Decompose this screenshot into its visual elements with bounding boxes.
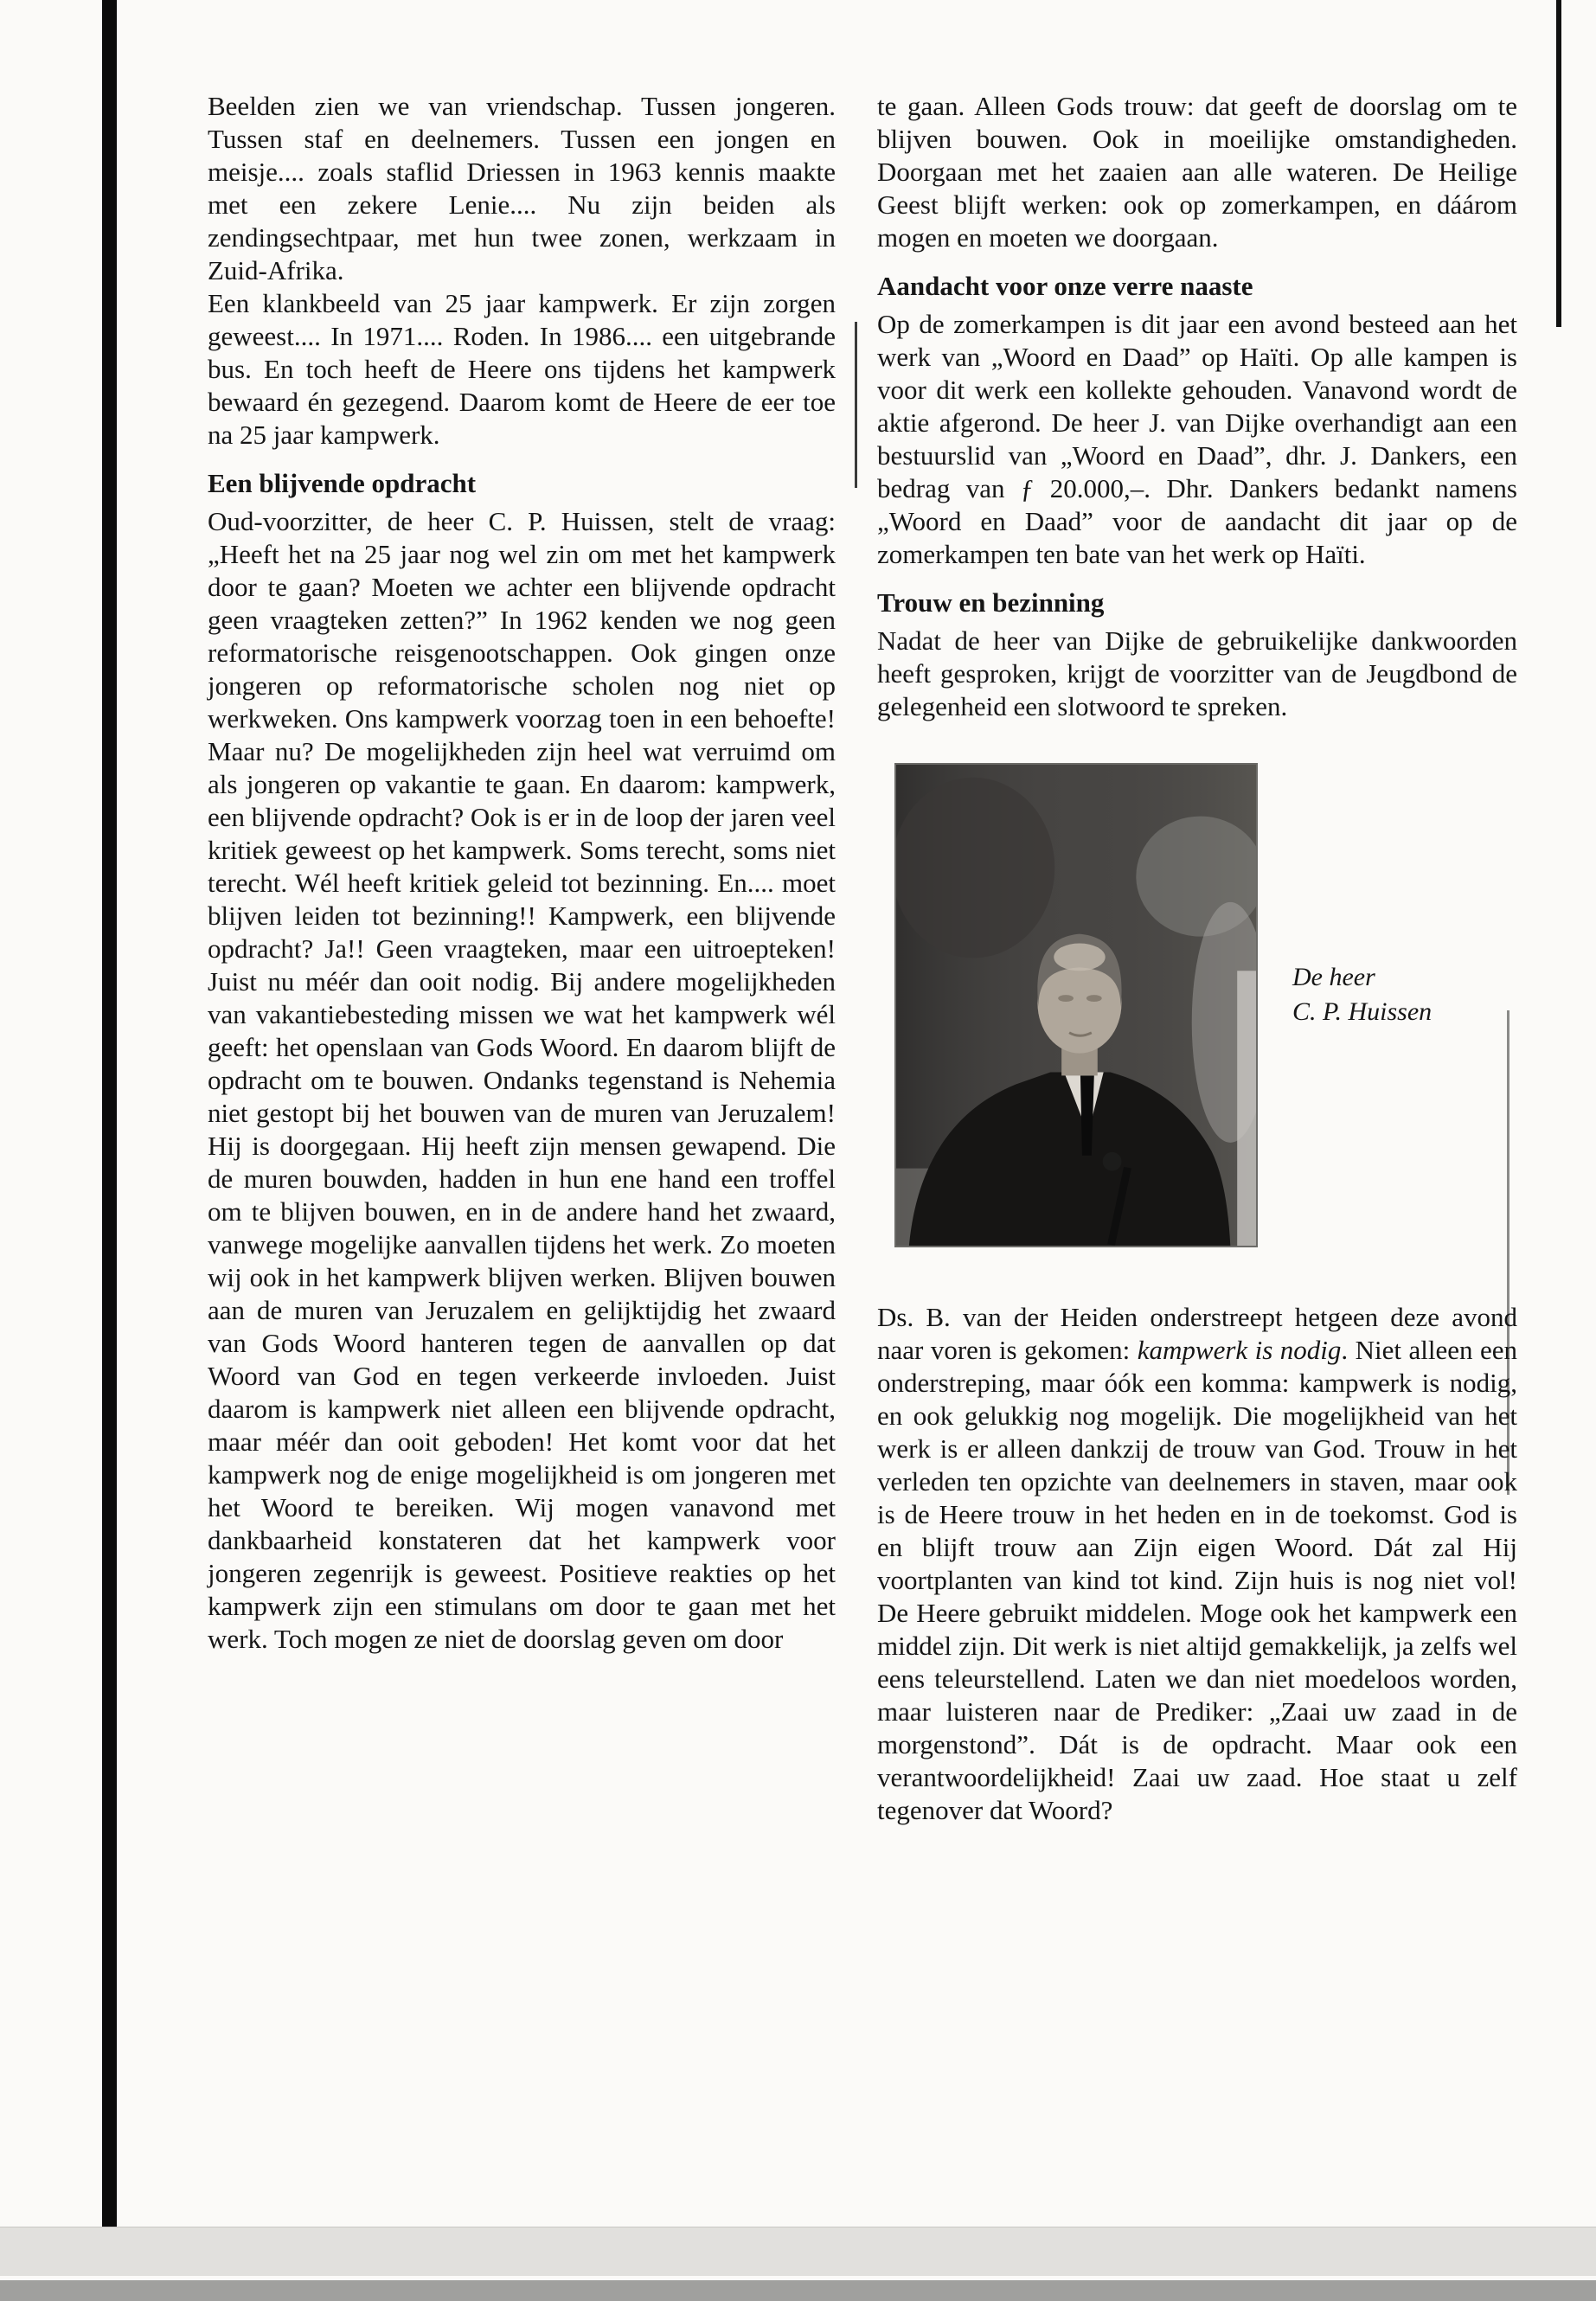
- left-column: [208, 90, 836, 1827]
- photo-caption: [1292, 960, 1432, 1029]
- heading-een-blijvende-opdracht: Een blijvende opdracht: [208, 468, 477, 498]
- heading-trouw-en-bezinning: Trouw en bezinning: [877, 587, 1105, 618]
- paragraph-klankbeeld: Een klankbeeld van 25 jaar kampwerk. Er zijn zorgen geweest.... In 1971.... Roden. In 1986.... een uitgebrande bus. En toch heeft de Heere ons tijdens het kampwerk bewaard én gezegend. Daarom komt de Heere de eer toe na 25 jaar kampwerk.: [208, 288, 836, 450]
- photo-illustration: [896, 765, 1256, 1246]
- scan-edge-line-top-right: [1556, 0, 1561, 327]
- heading-aandacht-verre-naaste: Aandacht voor onze verre naaste: [877, 271, 1253, 301]
- closing-text-before-italic: Ds. B. van der Heiden onderstreept hetgeen deze avond naar voren is gekomen:: [877, 1302, 1517, 1365]
- paragraph-gods-trouw: te gaan. Alleen Gods trouw: dat geeft de doorslag om te blijven bouwen. Ook in moeilijke omstandigheden. Doorgaan met het zaaien aan alle wateren. De Heilige Geest blijft werken: ook op zomerkampen, en dáárom mogen en moeten we doorgaan.: [877, 91, 1517, 253]
- scan-edge-bar-left: [102, 0, 117, 2259]
- closing-text-after-italic: . Niet alleen een onderstreping, maar óók een komma: kampwerk is nodig, en ook gelukkig nog mogelijk. Die mogelijkheid van het werk is er alleen dankzij de trouw van God. Trouw in het verleden ten opzichte van deelnemers in staven, maar ook is de Heere trouw in het heden en in de toekomst. God is en blijft trouw aan Zijn eigen Woord. Dát zal Hij voortplanten van kind tot kind. Zijn huis is nog niet vol! De Heere gebruikt middelen. Moge ook het kampwerk een middel zijn. Dit werk is niet altijd gemakkelijk, ja zelfs wel eens teleurstellend. Laten we dan niet moedeloos worden, maar luisteren naar de Prediker: „Zaai uw zaad in de morgenstond”. Dát is de opdracht. Maar ook een verantwoordelijkheid! Zaai uw zaad. Hoe staat u zelf tegenover dat Woord?: [877, 1335, 1517, 1825]
- right-column: [877, 90, 1517, 1827]
- photo-row: [877, 763, 1517, 1247]
- scan-bottom-band-light: [0, 2227, 1596, 2276]
- closing-italic-kampwerk-is-nodig: kampwerk is nodig: [1137, 1335, 1342, 1365]
- scan-bottom-band-dark: [0, 2280, 1596, 2301]
- photo-caption-line2: C. P. Huissen: [1292, 997, 1433, 1026]
- two-column-text-area: [208, 90, 1517, 1827]
- paragraph-blijvende-opdracht-body: Oud-voorzitter, de heer C. P. Huissen, stelt de vraag: „Heeft het na 25 jaar nog wel zin om met het kampwerk door te gaan? Moeten we achter een blijvende opdracht geen vraagteken zetten?” In 1962 kenden we nog geen reformatorische reisgenootschappen. Ook gingen onze jongeren op reformatorische scholen nog niet op werkweken. Ons kampwerk voorzag toen in een behoefte! Maar nu? De mogelijkheden zijn heel wat verruimd om als jongeren op vakantie te gaan. En daarom: kampwerk, een blijvende opdracht? Ook is er in de loop der jaren veel kritiek geweest op het kampwerk. Soms terecht, soms niet terecht. Wél heeft kritiek geleid tot bezinning. En.... moet blijven leiden tot bezinning!! Kampwerk, een blijvende opdracht? Ja!! Geen vraagteken, maar een uitroepteken! Juist nu méér dan ooit nodig. Bij andere mogelijkheden van vakantiebesteding missen we wat het kampwerk wél geeft: het openslaan van Gods Woord. En daarom blijft de opdracht om te bouwen. Ondanks tegenstand is Nehemia niet gestopt bij het bouwen van de muren van Jeruzalem! Hij is doorgegaan. Hij heeft zijn mensen gewapend. Die de muren bouwden, hadden in hun ene hand een troffel om te blijven bouwen, en in de andere hand het zwaard, vanwege mogelijke aanvallen tijdens het werk. Zo moeten wij ook in het kampwerk blijven werken. Blijven bouwen aan de muren van Jeruzalem en gelijktijdig het zwaard van Gods Woord hanteren tegen de aanvallen op dat Woord van God en tegen verkeerde invloeden. Juist daarom is kampwerk niet alleen een blijvende opdracht, maar méér dan ooit geboden! Het komt voor dat het kampwerk nog de enige mogelijkheid is om jongeren met het Woord te bereiken. Wij mogen vanavond met dankbaarheid konstateren dat het kampwerk voor jongeren zegenrijk is geweest. Positieve reakties op het kampwerk zijn een stimulans om door te gaan met het werk. Toch mogen ze niet de doorslag geven om door: [208, 506, 836, 1654]
- paragraph-woord-en-daad: Op de zomerkampen is dit jaar een avond besteed aan het werk van „Woord en Daad” op Haïti. Op alle kampen is voor dit werk een kollekte gehouden. Vanavond wordt de aktie afgerond. De heer J. van Dijke overhandigt aan een bestuurslid van „Woord en Daad”, dhr. J. Dankers, een bedrag van ƒ 20.000,–. Dhr. Dankers bedankt namens „Woord en Daad” voor de aandacht dit jaar op de zomerkampen ten bate van het werk op Haïti.: [877, 309, 1517, 569]
- photo-caption-line1: De heer: [1292, 963, 1375, 991]
- paragraph-slotwoord: Nadat de heer van Dijke de gebruikelijke dankwoorden heeft gesproken, krijgt de voorzitter van de Jeugdbond de gelegenheid een slotwoord te spreken.: [877, 625, 1517, 721]
- photo-c-p-huissen: [894, 763, 1258, 1247]
- paragraph-ds-van-der-heiden: [877, 1301, 1517, 1827]
- paragraph-vriendschap: Beelden zien we van vriendschap. Tussen jongeren. Tussen staf en deelnemers. Tussen een jongen en meisje.... zoals staflid Driessen in 1963 kennis maakte met een zekere Lenie.... Nu zijn beiden als zendingsechtpaar, met hun twee zonen, werkzaam in Zuid-Afrika.: [208, 91, 836, 285]
